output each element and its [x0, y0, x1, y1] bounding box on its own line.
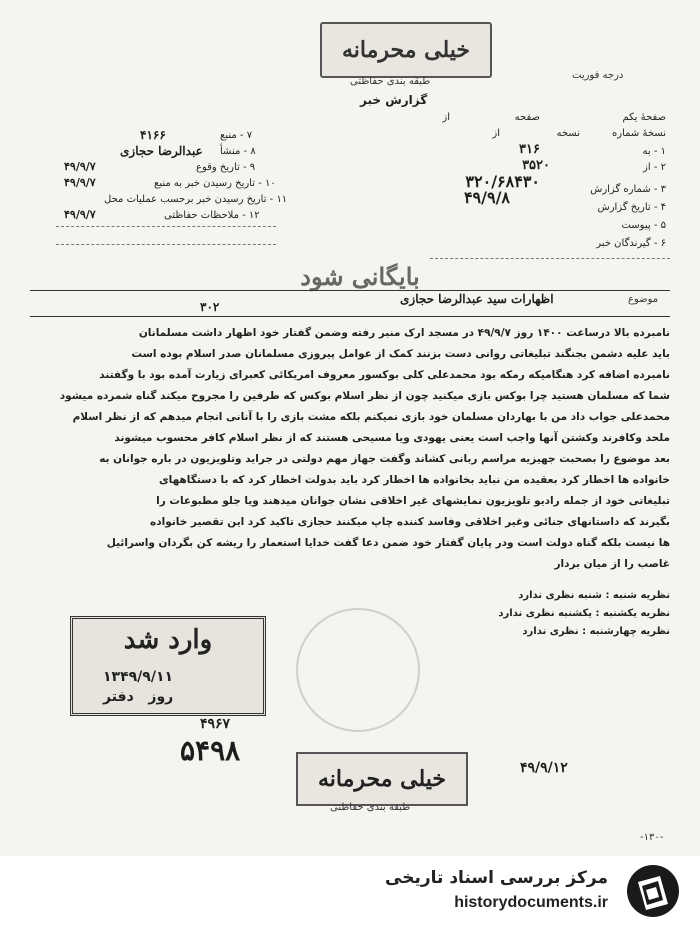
- field-label: ۱۲ - ملاحظات حفاظتی: [164, 210, 260, 221]
- body-line: تبلیغاتی خود از جمله رادیو تلویزیون نمایشهای غیر اخلاقی نشان جوانان میدهند ویا جلو مطبوعات را: [156, 495, 670, 507]
- field-value: ۴۹/۹/۷: [64, 208, 96, 221]
- opinion-line: نظریه چهارشنبه : نظری ندارد: [522, 626, 670, 637]
- opinion-line: نظریه شنبه : شنبه نظری ندارد: [518, 590, 670, 601]
- subject-value: اظهارات سید عبدالرضا حجازی: [400, 292, 554, 306]
- field-label: نسخهٔ شماره: [612, 128, 666, 139]
- field-value: ۴۹/۹/۷: [64, 176, 96, 189]
- classification-stamp-bottom: خیلی محرمانه: [296, 752, 468, 806]
- footer-url[interactable]: historydocuments.ir: [454, 894, 608, 911]
- field-label: از: [492, 128, 500, 139]
- field-label: ۳ - شماره گزارش: [590, 184, 666, 195]
- divider: [30, 290, 670, 291]
- field-label: از: [442, 112, 450, 123]
- body-line: باید علیه دشمن بجنگند تبلیغاتی روانی دست بزنند کمک از عوامل پیروزی مسلمانان صدر اسلام بوده است: [131, 348, 670, 360]
- divider: [56, 226, 276, 227]
- field-label: ۱۱ - تاریخ رسیدن خبر برحسب عملیات محل: [104, 194, 288, 205]
- field-label: صفحه: [514, 112, 540, 123]
- subject-ref: ۳۰۲: [200, 300, 220, 314]
- body-line: نامبرده اضافه کرد هنگامیکه رمکه بود محمدعلی کلی بوکسور معروف امریکائی کعبرای زیارت آمده بود با وگفتند: [99, 369, 670, 381]
- handwritten-number: ۴۹۶۷: [200, 716, 231, 732]
- field-label: ۷ - منبع: [220, 130, 253, 141]
- received-stamp: [70, 616, 266, 716]
- footer-name: مرکز بررسی اسناد تاریخی: [385, 868, 608, 888]
- opinion-line: نظریه یکشنبه : یکشنبه نظری ندارد: [498, 608, 670, 619]
- divider: [30, 316, 670, 317]
- received-stamp-title: وارد شد: [123, 625, 213, 655]
- body-line: بعد موضوع را بصحبت جهیزیه مراسم ربانی کشاند وگفت جهاز مهم دولتی در جراید وتلویزیون در باره جوانان به: [99, 453, 670, 465]
- divider: [430, 258, 670, 259]
- field-label: ۲ - از: [643, 162, 666, 173]
- handwritten-number-large: ۵۴۹۸: [180, 734, 241, 767]
- field-value: ۴۹/۹/۷: [64, 160, 96, 173]
- field-label: ۹ - تاریخ وقوع: [196, 162, 256, 173]
- received-date: ۱۳۴۹/۹/۱۱: [103, 669, 174, 685]
- body-line: شما که مسلمان هستید چرا بوکس بازی میکنید چون از نظر اسلام بوکس که طرفین را مجروح میکند گناه شمرده میشود: [59, 390, 670, 402]
- body-line: محمدعلی جواب داد من با بهاردان مسلمان خود بازی نمیکنم بلکه مشت بازی را با آنانی انجام میدهم که از نظر اسلام: [72, 411, 670, 423]
- field-value: ۳۱۶: [519, 142, 540, 157]
- round-seal-icon: [296, 608, 420, 732]
- archive-stamp: بایگانی شود: [300, 262, 420, 291]
- subject-label: موضوع: [628, 294, 659, 305]
- field-value: ۳۵۲۰: [522, 158, 550, 173]
- signature-date: ۴۹/۹/۱۲: [520, 760, 568, 776]
- urgency-label: درجه فوریت: [572, 70, 624, 81]
- field-value: عبدالرضا حجازی: [120, 144, 203, 158]
- body-line: نامبرده بالا درساعت ۱۴۰۰ روز ۴۹/۹/۷ در مسجد ارک منبر رفته وضمن گفتار خود اظهار داشت مسلمانان: [138, 327, 670, 339]
- field-value: ۴۱۶۶: [140, 128, 166, 142]
- field-label: ۱ - به: [642, 146, 666, 157]
- field-label: ۸ - منشأ: [220, 146, 256, 157]
- field-label: ۶ - گیرندگان خبر: [596, 238, 666, 249]
- page-number: -۱۳۰-: [640, 832, 664, 843]
- divider: [56, 244, 276, 245]
- field-label: ۱۰ - تاریخ رسیدن خبر به منبع: [154, 178, 276, 189]
- body-line: ملحد وکافرند وکشتن آنها واجب است یعنی یهودی ویا مسیحی هستند که از نظر اسلام کافر محسوب میشوند: [114, 432, 670, 444]
- report-title: گزارش خبر: [360, 93, 428, 107]
- field-label: ۴ - تاریخ گزارش: [597, 202, 666, 213]
- body-line: غاصب را از میان بردار: [554, 558, 670, 570]
- body-line: خانواده ها اخطار کرد بعقیده من نباید بخانواده ها اخطار کرد باید بدولت اخطار کرد که با دستگاههای: [159, 474, 670, 486]
- classification-label: طبقه بندی حفاظتی: [350, 76, 431, 87]
- archive-logo-icon: [626, 864, 680, 918]
- field-label: ۵ - پیوست: [621, 220, 666, 231]
- site-footer: [0, 856, 700, 926]
- report-date: ۴۹/۹/۸: [463, 188, 510, 207]
- received-day: روز دفتر: [103, 689, 174, 705]
- report-number: ۳۲۰/۶۸۴۳۰: [465, 172, 540, 191]
- body-line: ها نیست بلکه گناه دولت است ودر پایان گفتار خود ضمن دعا گفت خدایا استعمار را ریشه کن بگردان واسرائیل: [106, 537, 670, 549]
- field-label: نسخه: [556, 128, 580, 139]
- classification-label: طبقه بندی حفاظتی: [330, 802, 411, 813]
- body-line: بگیرند که داستانهای جنائی وغیر اخلاقی وفاسد کننده چاپ میکنند حجازی تاکید کرد این تقصیر خانواده: [150, 516, 670, 528]
- classification-stamp-top: خیلی محرمانه: [320, 22, 492, 78]
- field-label: صفحهٔ یکم: [622, 112, 666, 123]
